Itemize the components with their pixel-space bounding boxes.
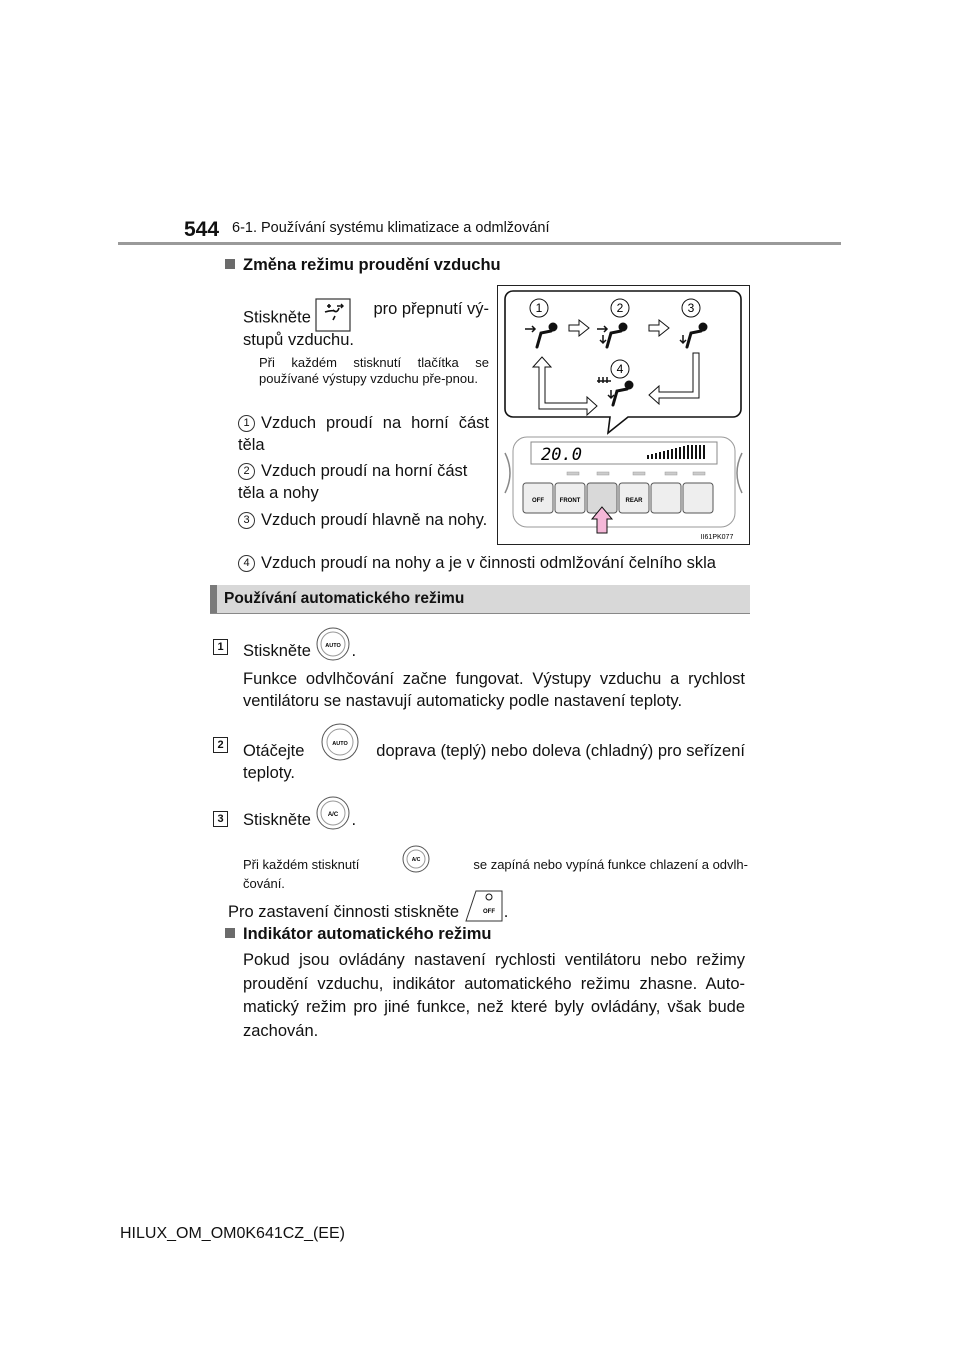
callout-2: 2	[616, 301, 624, 315]
panel-button-off: OFF	[532, 498, 544, 504]
ac-note-line: Při každém stisknutí A/C se zapíná nebo vypíná funkce chlazení a odvlh-	[243, 844, 748, 885]
temperature-dial-icon	[320, 722, 360, 779]
airflow-press-line: Stiskněte pro přepnutí vý-	[243, 298, 489, 338]
step-3-line: Stiskněte A/C .	[243, 795, 356, 846]
document-footer: HILUX_OM_OM0K641CZ_(EE)	[120, 1225, 345, 1242]
step-1-line: Stiskněte AUTO .	[243, 626, 356, 677]
airflow-item-2: 2 Vzduch proudí na horní část těla a nohy	[238, 462, 468, 502]
auto-mode-section-bar	[210, 585, 750, 613]
svg-text:OFF: OFF	[482, 909, 495, 915]
section-title: 6-1. Používání systému klimatizace a odmlžování	[232, 220, 550, 236]
callout-3: 3	[687, 301, 695, 315]
panel-button-front: FRONT	[559, 498, 581, 504]
indicator-heading: Indikátor automatického režimu	[225, 925, 491, 944]
display-temperature: 20.0	[541, 445, 582, 465]
step-2-number: 2	[213, 735, 228, 753]
figure-code: II61PK077	[700, 534, 734, 541]
svg-text:A/C: A/C	[412, 857, 421, 863]
climate-panel-illustration	[497, 285, 750, 545]
stop-line: Pro zastavení činnosti stiskněte OFF .	[228, 889, 508, 936]
step-1-detail: Funkce odvlhčování začne fungovat. Výstupy vzduchu a rychlost ventilátoru se nastavují automaticky podle nastavení teploty.	[243, 670, 745, 710]
callout-4: 4	[616, 362, 624, 376]
airflow-note: Při každém stisknutí tlačítka se používané výstupy vzduchu pře-pnou.	[259, 355, 489, 386]
auto-mode-section-title: Používání automatického režimu	[224, 590, 465, 607]
callout-1: 1	[535, 301, 543, 315]
svg-text:AUTO: AUTO	[332, 741, 349, 747]
step-2-line2: teploty.	[243, 764, 295, 782]
climate-panel-figure	[497, 285, 750, 545]
step-3-number: 3	[213, 809, 228, 827]
indicator-text: Pokud jsou ovládány nastavení rychlosti ventilátoru nebo režimy proudění vzduchu, indikátor automatického režimu zhasne. Auto-matický režim pro jiné funkce, než které byly ovládány, však bude zachován.	[243, 951, 745, 1040]
ac-small-icon	[401, 844, 431, 885]
airflow-press-line2: stupů vzduchu.	[243, 331, 354, 349]
header-rule	[118, 242, 841, 245]
airflow-item-4: 4 Vzduch proudí na nohy a je v činnosti odmlžování čelního skla	[238, 552, 758, 574]
page-number: 544	[184, 218, 220, 241]
step-2-line: Otáčejte AUTO doprava (teplý) nebo doleva (chladný) pro seřízení	[243, 722, 745, 779]
bullet-square	[225, 928, 235, 938]
airflow-item-3: 3 Vzduch proudí hlavně na nohy.	[238, 509, 498, 531]
panel-button-rear: REAR	[625, 498, 643, 504]
svg-text:A/C: A/C	[328, 812, 339, 818]
svg-text:AUTO: AUTO	[325, 643, 342, 649]
airflow-heading: Změna režimu proudění vzduchu	[225, 256, 501, 275]
bullet-square	[225, 259, 235, 269]
step-1-number: 1	[213, 637, 228, 655]
ac-button-icon	[315, 795, 351, 846]
airflow-item-1: 1 Vzduch proudí na horní část těla	[238, 414, 489, 454]
ac-note-line2: čování.	[243, 876, 285, 891]
